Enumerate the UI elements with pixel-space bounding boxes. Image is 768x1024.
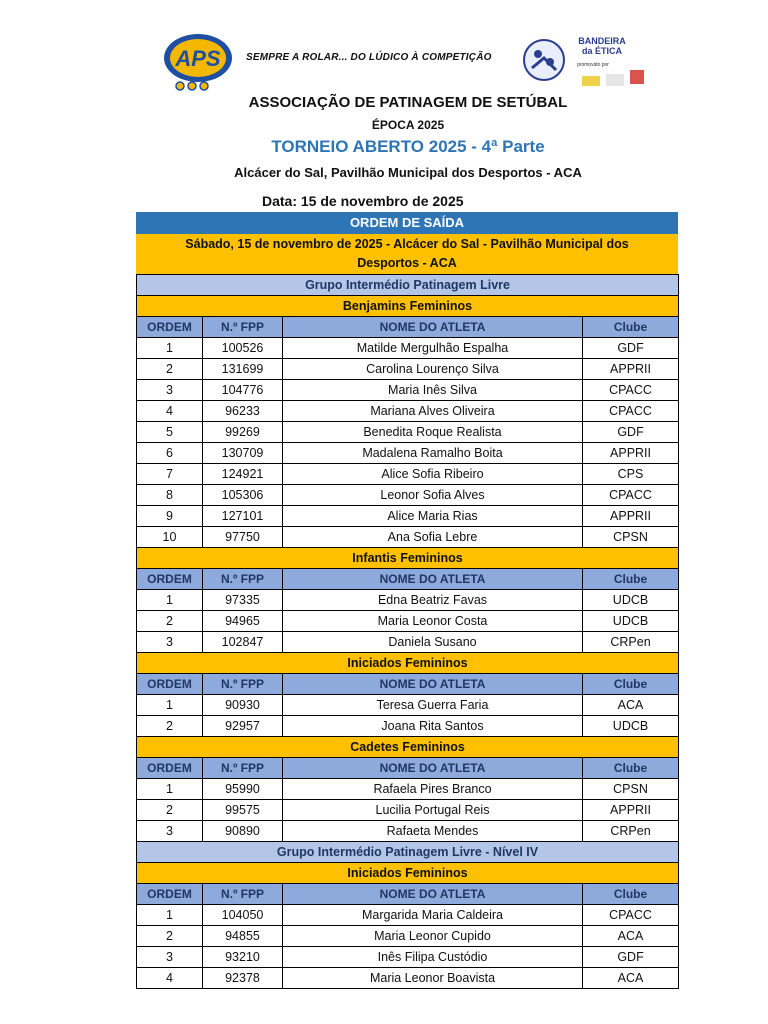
athlete-row xyxy=(137,380,679,401)
athlete-clube: GDF xyxy=(583,947,679,968)
athlete-ordem: 1 xyxy=(137,590,203,611)
category-header-label: Benjamins Femininos xyxy=(137,296,679,317)
athlete-fpp: 104776 xyxy=(203,380,283,401)
athlete-fpp: 94855 xyxy=(203,926,283,947)
column-header-fpp: N.º FPP xyxy=(203,317,283,338)
athlete-nome: Madalena Ramalho Boita xyxy=(283,443,583,464)
column-header-nome: NOME DO ATLETA xyxy=(283,884,583,905)
athlete-fpp: 90930 xyxy=(203,695,283,716)
athlete-clube: ACA xyxy=(583,695,679,716)
athlete-clube: APPRII xyxy=(583,443,679,464)
athlete-row xyxy=(137,632,679,653)
athlete-row xyxy=(137,695,679,716)
athlete-row xyxy=(137,590,679,611)
column-header-ordem: ORDEM xyxy=(137,674,203,695)
athlete-fpp: 124921 xyxy=(203,464,283,485)
athlete-nome: Teresa Guerra Faria xyxy=(283,695,583,716)
athlete-ordem: 1 xyxy=(137,338,203,359)
athlete-clube: UDCB xyxy=(583,716,679,737)
athlete-ordem: 2 xyxy=(137,716,203,737)
athlete-nome: Joana Rita Santos xyxy=(283,716,583,737)
athlete-row xyxy=(137,401,679,422)
column-header-clube: Clube xyxy=(583,569,679,590)
athlete-ordem: 5 xyxy=(137,422,203,443)
athlete-clube: CPACC xyxy=(583,485,679,506)
athlete-nome: Matilde Mergulhão Espalha xyxy=(283,338,583,359)
athlete-nome: Alice Maria Rias xyxy=(283,506,583,527)
athlete-ordem: 3 xyxy=(137,632,203,653)
athlete-clube: CPACC xyxy=(583,401,679,422)
athlete-row xyxy=(137,359,679,380)
athlete-ordem: 2 xyxy=(137,800,203,821)
athlete-fpp: 94965 xyxy=(203,611,283,632)
athlete-nome: Maria Leonor Costa xyxy=(283,611,583,632)
athlete-row xyxy=(137,338,679,359)
athlete-fpp: 93210 xyxy=(203,947,283,968)
athlete-nome: Margarida Maria Caldeira xyxy=(283,905,583,926)
athlete-nome: Inês Filipa Custódio xyxy=(283,947,583,968)
athlete-clube: GDF xyxy=(583,422,679,443)
column-header-row xyxy=(137,317,679,338)
column-header-nome: NOME DO ATLETA xyxy=(283,674,583,695)
athlete-fpp: 130709 xyxy=(203,443,283,464)
column-header-clube: Clube xyxy=(583,674,679,695)
group-header-label: Grupo Intermédio Patinagem Livre - Nível IV xyxy=(137,842,679,863)
column-header-ordem: ORDEM xyxy=(137,884,203,905)
athlete-nome: Leonor Sofia Alves xyxy=(283,485,583,506)
aps-logo xyxy=(158,28,238,92)
athlete-clube: UDCB xyxy=(583,611,679,632)
column-header-clube: Clube xyxy=(583,758,679,779)
day-header-line2: Desportos - ACA xyxy=(357,256,457,270)
tournament-title: TORNEIO ABERTO 2025 - 4ª Parte xyxy=(271,137,545,156)
athlete-row xyxy=(137,947,679,968)
athlete-ordem: 2 xyxy=(137,611,203,632)
athlete-fpp: 104050 xyxy=(203,905,283,926)
athlete-nome: Maria Leonor Boavista xyxy=(283,968,583,989)
athlete-nome: Benedita Roque Realista xyxy=(283,422,583,443)
category-header xyxy=(137,296,679,317)
athlete-clube: CPSN xyxy=(583,779,679,800)
athlete-ordem: 1 xyxy=(137,695,203,716)
column-header-row xyxy=(137,569,679,590)
association-title: ASSOCIAÇÃO DE PATINAGEM DE SETÚBAL xyxy=(248,94,568,111)
athlete-clube: APPRII xyxy=(583,506,679,527)
athlete-row xyxy=(137,821,679,842)
athlete-ordem: 2 xyxy=(137,359,203,380)
athlete-clube: CPS xyxy=(583,464,679,485)
athlete-clube: CPACC xyxy=(583,905,679,926)
athlete-ordem: 3 xyxy=(137,380,203,401)
athlete-row xyxy=(137,926,679,947)
column-header-ordem: ORDEM xyxy=(137,758,203,779)
athlete-ordem: 4 xyxy=(137,968,203,989)
ordem-saida-header: ORDEM DE SAÍDA xyxy=(136,212,678,234)
column-header-nome: NOME DO ATLETA xyxy=(283,569,583,590)
athlete-row xyxy=(137,506,679,527)
aps-logo-text: APS xyxy=(175,46,221,71)
athlete-clube: CRPen xyxy=(583,632,679,653)
athlete-ordem: 2 xyxy=(137,926,203,947)
bandeira-etica-text: BANDEIRA da ÉTICA xyxy=(578,36,626,56)
column-header-ordem: ORDEM xyxy=(137,317,203,338)
athlete-fpp: 97750 xyxy=(203,527,283,548)
athlete-ordem: 6 xyxy=(137,443,203,464)
category-header xyxy=(137,737,679,758)
column-header-fpp: N.º FPP xyxy=(203,884,283,905)
athlete-ordem: 1 xyxy=(137,779,203,800)
athlete-fpp: 99269 xyxy=(203,422,283,443)
athlete-row xyxy=(137,968,679,989)
athlete-clube: CPSN xyxy=(583,527,679,548)
athlete-fpp: 102847 xyxy=(203,632,283,653)
start-order-sheet xyxy=(136,212,678,989)
athlete-ordem: 7 xyxy=(137,464,203,485)
athlete-nome: Ana Sofia Lebre xyxy=(283,527,583,548)
column-header-nome: NOME DO ATLETA xyxy=(283,317,583,338)
athlete-fpp: 92957 xyxy=(203,716,283,737)
group-header xyxy=(137,275,679,296)
column-header-row xyxy=(137,758,679,779)
athlete-nome: Carolina Lourenço Silva xyxy=(283,359,583,380)
location-title: Alcácer do Sal, Pavilhão Municipal dos Desportos - ACA xyxy=(234,165,582,180)
athlete-clube: CPACC xyxy=(583,380,679,401)
column-header-fpp: N.º FPP xyxy=(203,674,283,695)
athlete-fpp: 96233 xyxy=(203,401,283,422)
athlete-nome: Maria Inês Silva xyxy=(283,380,583,401)
athlete-nome: Rafaeta Mendes xyxy=(283,821,583,842)
column-header-fpp: N.º FPP xyxy=(203,758,283,779)
slogan: SEMPRE A ROLAR... DO LÚDICO À COMPETIÇÃO xyxy=(246,52,492,63)
athlete-fpp: 105306 xyxy=(203,485,283,506)
athlete-ordem: 8 xyxy=(137,485,203,506)
column-header-nome: NOME DO ATLETA xyxy=(283,758,583,779)
athlete-nome: Maria Leonor Cupido xyxy=(283,926,583,947)
athlete-row xyxy=(137,800,679,821)
athlete-ordem: 1 xyxy=(137,905,203,926)
athlete-row xyxy=(137,464,679,485)
athlete-clube: UDCB xyxy=(583,590,679,611)
event-date: Data: 15 de novembro de 2025 xyxy=(262,193,464,209)
athlete-nome: Alice Sofia Ribeiro xyxy=(283,464,583,485)
category-header-label: Infantis Femininos xyxy=(137,548,679,569)
athlete-row xyxy=(137,779,679,800)
athlete-row xyxy=(137,527,679,548)
day-header xyxy=(136,234,678,274)
athlete-fpp: 131699 xyxy=(203,359,283,380)
column-header-ordem: ORDEM xyxy=(137,569,203,590)
day-header-line1: Sábado, 15 de novembro de 2025 - Alcácer do Sal - Pavilhão Municipal dos xyxy=(185,237,629,251)
athlete-nome: Edna Beatriz Favas xyxy=(283,590,583,611)
category-header xyxy=(137,548,679,569)
athlete-ordem: 9 xyxy=(137,506,203,527)
athlete-row xyxy=(137,443,679,464)
athlete-clube: APPRII xyxy=(583,359,679,380)
start-order-table xyxy=(136,274,679,989)
athlete-nome: Mariana Alves Oliveira xyxy=(283,401,583,422)
category-header xyxy=(137,863,679,884)
athlete-fpp: 127101 xyxy=(203,506,283,527)
athlete-ordem: 10 xyxy=(137,527,203,548)
athlete-clube: CRPen xyxy=(583,821,679,842)
season-title: ÉPOCA 2025 xyxy=(371,118,445,132)
category-header-label: Iniciados Femininos xyxy=(137,863,679,884)
group-header xyxy=(137,842,679,863)
athlete-row xyxy=(137,485,679,506)
athlete-fpp: 99575 xyxy=(203,800,283,821)
athlete-fpp: 100526 xyxy=(203,338,283,359)
athlete-ordem: 3 xyxy=(137,947,203,968)
athlete-nome: Daniela Susano xyxy=(283,632,583,653)
athlete-clube: APPRII xyxy=(583,800,679,821)
category-header xyxy=(137,653,679,674)
category-header-label: Iniciados Femininos xyxy=(137,653,679,674)
athlete-fpp: 95990 xyxy=(203,779,283,800)
athlete-row xyxy=(137,905,679,926)
athlete-nome: Rafaela Pires Branco xyxy=(283,779,583,800)
athlete-clube: GDF xyxy=(583,338,679,359)
athlete-ordem: 3 xyxy=(137,821,203,842)
athlete-clube: ACA xyxy=(583,926,679,947)
athlete-fpp: 90890 xyxy=(203,821,283,842)
athlete-row xyxy=(137,611,679,632)
category-header-label: Cadetes Femininos xyxy=(137,737,679,758)
column-header-row xyxy=(137,674,679,695)
athlete-fpp: 97335 xyxy=(203,590,283,611)
athlete-nome: Lucilia Portugal Reis xyxy=(283,800,583,821)
column-header-clube: Clube xyxy=(583,317,679,338)
column-header-fpp: N.º FPP xyxy=(203,569,283,590)
column-header-row xyxy=(137,884,679,905)
athlete-fpp: 92378 xyxy=(203,968,283,989)
athlete-clube: ACA xyxy=(583,968,679,989)
athlete-row xyxy=(137,422,679,443)
column-header-clube: Clube xyxy=(583,884,679,905)
bandeira-etica-subtext: promovido por xyxy=(577,62,609,68)
athlete-row xyxy=(137,716,679,737)
group-header-label: Grupo Intermédio Patinagem Livre xyxy=(137,275,679,296)
athlete-ordem: 4 xyxy=(137,401,203,422)
